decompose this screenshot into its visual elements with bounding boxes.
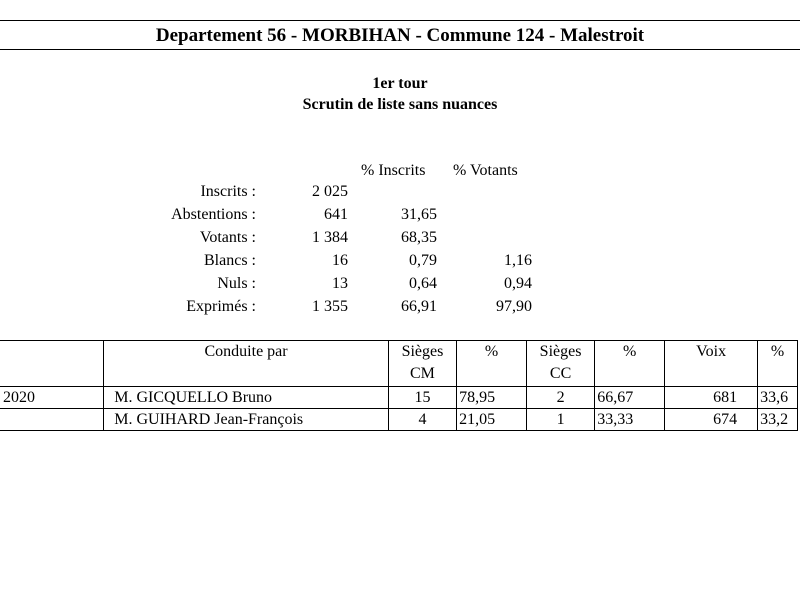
col-header-pct-cc: %: [595, 341, 665, 387]
cell-conduite: M. GUIHARD Jean-François: [104, 409, 389, 431]
cell-pct-cm: 78,95: [457, 387, 527, 409]
cell-sieges-cm: 4: [388, 409, 456, 431]
col-header-sieges-cc-line2: CC: [549, 365, 572, 382]
col-header-voix: Voix: [665, 341, 758, 387]
stat-pct-votants: 0,94: [504, 275, 532, 292]
cell-pct-voix: 33,2: [758, 409, 798, 431]
cell-pct-cc: 33,33: [595, 409, 665, 431]
round-label: 1er tour: [372, 75, 428, 92]
col-header-sieges-cc-line1: Sièges: [539, 343, 582, 360]
stats-row-inscrits: [0, 183, 800, 206]
col-header-conduite: Conduite par: [104, 341, 389, 387]
stat-value: 641: [324, 206, 348, 223]
cell-pct-cm: 21,05: [457, 409, 527, 431]
stat-value: 13: [332, 275, 348, 292]
stat-label: Blancs :: [204, 252, 256, 269]
col-header-pct-inscrits: % Inscrits: [361, 162, 426, 179]
col-header-sieges-cm-line1: Sièges: [401, 343, 444, 360]
cell-sieges-cc: 2: [526, 387, 594, 409]
cell-sieges-cm: 15: [388, 387, 456, 409]
col-header-pct-voix: %: [758, 341, 798, 387]
col-header-list: [0, 341, 104, 387]
stat-pct-votants: 97,90: [496, 298, 532, 315]
cell-pct-voix: 33,6: [758, 387, 798, 409]
stats-row-abstentions: [0, 206, 800, 229]
stat-value: 1 355: [312, 298, 348, 315]
stat-label: Nuls :: [217, 275, 256, 292]
col-header-sieges-cm-line2: CM: [410, 365, 435, 382]
stat-pct-inscrits: 0,79: [409, 252, 437, 269]
stat-pct-inscrits: 66,91: [401, 298, 437, 315]
stat-label: Abstentions :: [171, 206, 256, 223]
cell-list: [0, 409, 104, 431]
stats-row-exprimes: [0, 298, 800, 321]
stat-label: Exprimés :: [186, 298, 256, 315]
stat-label: Votants :: [199, 229, 256, 246]
stat-pct-inscrits: 0,64: [409, 275, 437, 292]
table-header-row: [0, 341, 798, 387]
stat-label: Inscrits :: [200, 183, 256, 200]
stat-value: 16: [332, 252, 348, 269]
stat-value: 1 384: [312, 229, 348, 246]
stat-pct-votants: 1,16: [504, 252, 532, 269]
table-row: [0, 387, 798, 409]
cell-voix: 674: [665, 409, 758, 431]
stat-value: 2 025: [312, 183, 348, 200]
cell-sieges-cc: 1: [526, 409, 594, 431]
cell-list: 2020: [0, 387, 104, 409]
stats-row-nuls: [0, 275, 800, 298]
stats-row-votants: [0, 229, 800, 252]
results-table: [0, 340, 798, 431]
stats-row-blancs: [0, 252, 800, 275]
table-row: [0, 409, 798, 431]
cell-voix: 681: [665, 387, 758, 409]
page-title: Departement 56 - MORBIHAN - Commune 124 - Malestroit: [0, 20, 800, 50]
col-header-sieges-cm: [388, 341, 456, 387]
scrutin-type: Scrutin de liste sans nuances: [302, 96, 498, 113]
stat-pct-inscrits: 68,35: [401, 229, 437, 246]
cell-pct-cc: 66,67: [595, 387, 665, 409]
stat-pct-inscrits: 31,65: [401, 206, 437, 223]
col-header-pct-cm: %: [457, 341, 527, 387]
col-header-pct-votants: % Votants: [453, 162, 518, 179]
col-header-sieges-cc: [526, 341, 594, 387]
cell-conduite: M. GICQUELLO Bruno: [104, 387, 389, 409]
